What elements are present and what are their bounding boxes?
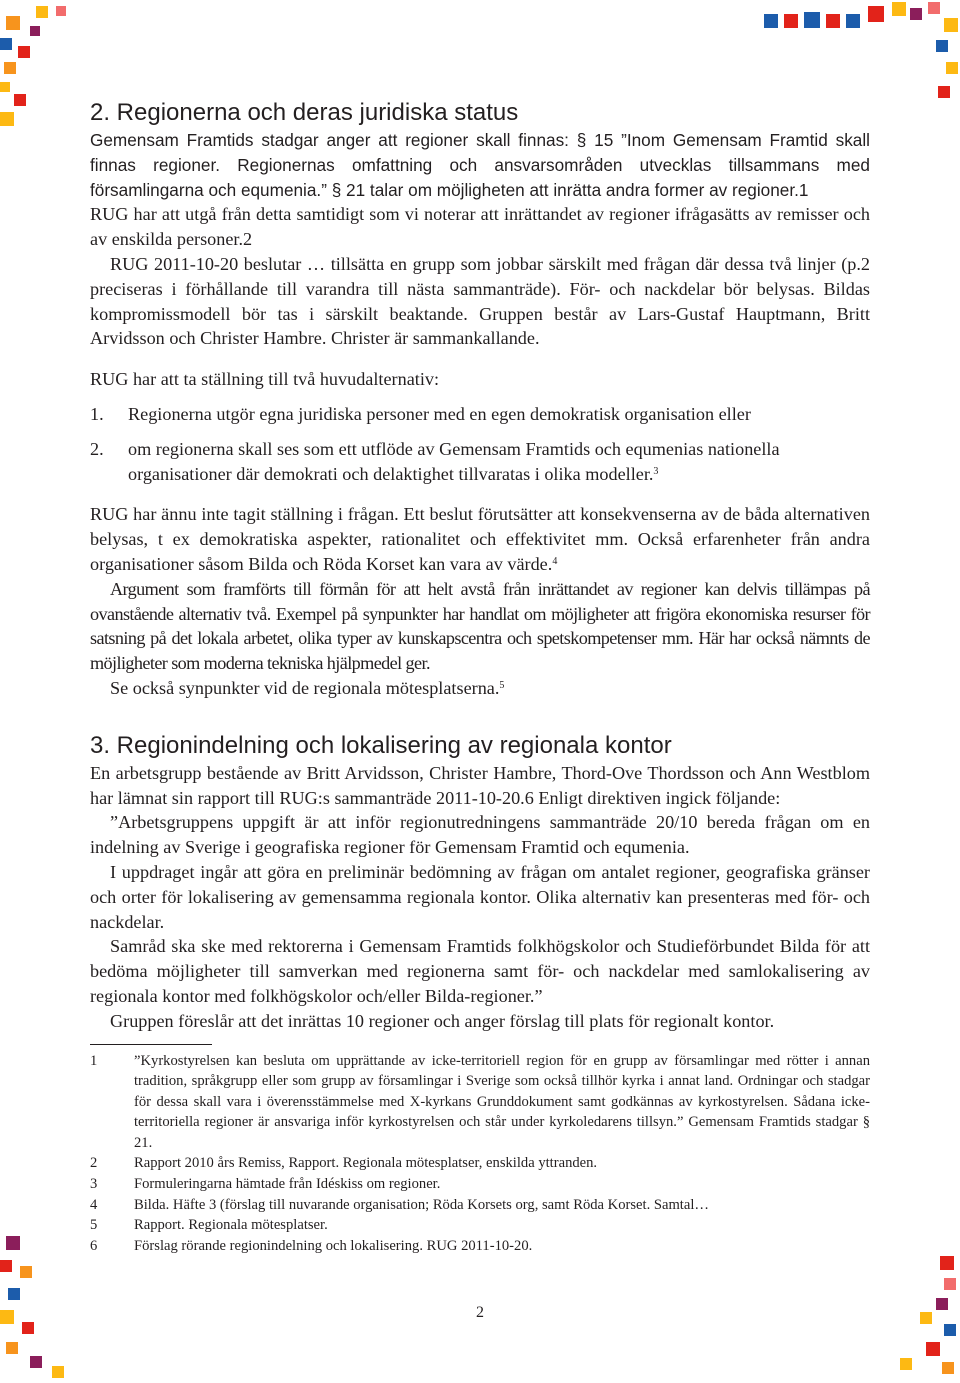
footnote-text: Bilda. Häfte 3 (förslag till nuvarande organisation; Röda Korsets org, samt Röda Korset. Samtal… [134,1196,709,1213]
footnote-number: 2 [90,1155,98,1172]
corner-decoration-top-right [760,0,960,110]
footnote-ref: 4 [552,555,558,567]
footnote-text: ”Kyrkostyrelsen kan besluta om upprättande av icke-territoriell region för en grupp av församlingar med rötter i annan tradition, språkgrupp eller som grupp av församlingar i Sverige som också tillhör kyrka i annat land. Ordningar och stadgar för dessa skall vara i överensstämmelse med X-kyrkans Grunddokument samt godkännas av kyrkostyrelsen. Sådana icke-territoriella regioner är ansvariga inför kyrkostyrelsen och står under kyrkoledarens tillsyn.” Gemensam Framtids stadgar § 21. [134,1052,870,1151]
section-2-intro: Gemensam Framtids stadgar anger att regioner skall finnas: § 15 ”Inom Gemensam Framtid skall finnas regioner. Regionernas omfattning och ansvarsområden utvecklas tillsammans med församlingarna och equmenia.” § 21 talar om möjligheten att inrätta andra former av regioner.1 [90,130,870,200]
alternative-text: Regionerna utgör egna juridiska personer med en egen demokratisk organisation eller [128,403,751,424]
alternative-item [90,437,870,487]
footnote-number: 6 [90,1237,98,1254]
section-2-paragraph-4: RUG har ännu inte tagit ställning i frågan. Ett beslut förutsätter att konsekvenserna av de båda alternativen belysas, t ex demokratiska aspekter, rationalitet och effektivitet mm. Också erfarenheter från andra organisationer såsom Bilda och Röda Korset kan vara av värde.$^4$ [90,504,870,574]
footnote [90,1195,870,1216]
footnote [90,1236,870,1257]
footnote-text: Rapport. Regionala mötesplatser. [134,1217,328,1234]
footnote [90,1174,870,1195]
footnote-divider [90,1044,212,1045]
section-3-heading: 3. Regionindelning och lokalisering av regionala kontor [90,731,672,759]
section-2-paragraph-1: RUG har att utgå från detta samtidigt som vi noterar att inrättandet av regioner ifrågasätts av remisser och av enskilda personer.2 [90,204,870,250]
footnote [90,1215,870,1236]
section-3-paragraph-4: Samråd ska ske med rektorerna i Gemensam Framtids folkhögskolor och Studieförbundet Bilda för att bedöma möjligheter till samverkan med regionerna samt för- och nackdelar med samlokalisering av regionala kontor med folkhögskolor och/eller Bilda-regioner.” [90,936,870,1006]
footnote-ref: 3 [653,465,659,477]
footnote [90,1153,870,1174]
section-2-paragraph-6: Se också synpunkter vid de regionala mötesplatserna.$^5$ [110,677,505,698]
footnote [90,1051,870,1154]
alternative-text: om regionerna skall ses som ett utflöde av Gemensam Framtids och equmenias nationella organisationer där demokrati och delaktighet tillvaratas i olika modeller. [128,438,780,484]
section-3-paragraph-3: I uppdraget ingår att göra en preliminär bedömning av frågan om antalet regioner, geografiska gränser och orter för lokalisering av gemensamma regionala kontor. Olika alternativ kan presenteras med för- och nackdelar. [90,861,870,932]
footnote-number: 3 [90,1176,98,1193]
section-3-paragraph-5: Gruppen föreslår att det inrättas 10 regioner och anger förslag till plats för regionalt kontor. [110,1010,775,1031]
footnote-text: Rapport 2010 års Remiss, Rapport. Regionala mötesplatser, enskilda yttranden. [134,1155,598,1172]
footnotes [90,1051,870,1257]
footnote-ref: 5 [499,679,505,691]
alternative-number: 2. [90,438,104,459]
alternative-number: 1. [90,403,104,424]
footnote-number: 5 [90,1217,98,1234]
footnote-text: Formuleringarna hämtade från Idéskiss om regioner. [134,1176,441,1193]
page-number: 2 [476,1304,484,1321]
corner-decoration-top-left [0,0,80,130]
section-3-paragraph-2: ”Arbetsgruppens uppgift är att inför regionutredningens sammanträde 20/10 bereda frågan om en indelning av Sverige i geografiska regioner för Gemensam Framtid och equmenia. [90,812,870,858]
section-2-paragraph-3: RUG har att ta ställning till två huvudalternativ: [90,369,440,390]
footnote-number: 4 [90,1196,98,1213]
page-content [90,98,870,1256]
section-2-paragraph-5: Argument som framförts till förmån för att helt avstå från inrättandet av regioner kan delvis tillämpas på ovanstående alternativ två. Exempel på synpunkter har handlat om möjligheter att frigöra ekonomiska resurser för satsning på det lokala arbetet, olika typer av kunskapscentra och spetskompetenser mm. Här har också nämnts de möjligheter som moderna tekniska hjälpmedel ger. [90,578,870,674]
section-3-paragraph-1: En arbetsgrupp bestående av Britt Arvidsson, Christer Hambre, Thord-Ove Thordsson och Ann Westblom har lämnat sin rapport till RUG:s sammanträde 2011-10-20.6 Enligt direktiven ingick följande: [90,762,870,808]
footnote-number: 1 [90,1052,98,1069]
section-2-paragraph-2: RUG 2011-10-20 beslutar … tillsätta en grupp som jobbar särskilt med frågan där dessa två linjer (p.2 preciseras i förhållande till varandra till nästa sammanträde). För- och nackdelar bör belysas. Bildas kompromissmodell bör tas i särskilt beaktande. Gruppen består av Lars-Gustaf Hauptmann, Britt Arvidsson och Christer Hambre. Christer är sammankallande. [90,253,870,349]
section-2-heading: 2. Regionerna och deras juridiska status [90,99,519,126]
footnote-text: Förslag rörande regionindelning och lokalisering. RUG 2011-10-20. [134,1237,533,1254]
alternative-item [90,402,870,427]
